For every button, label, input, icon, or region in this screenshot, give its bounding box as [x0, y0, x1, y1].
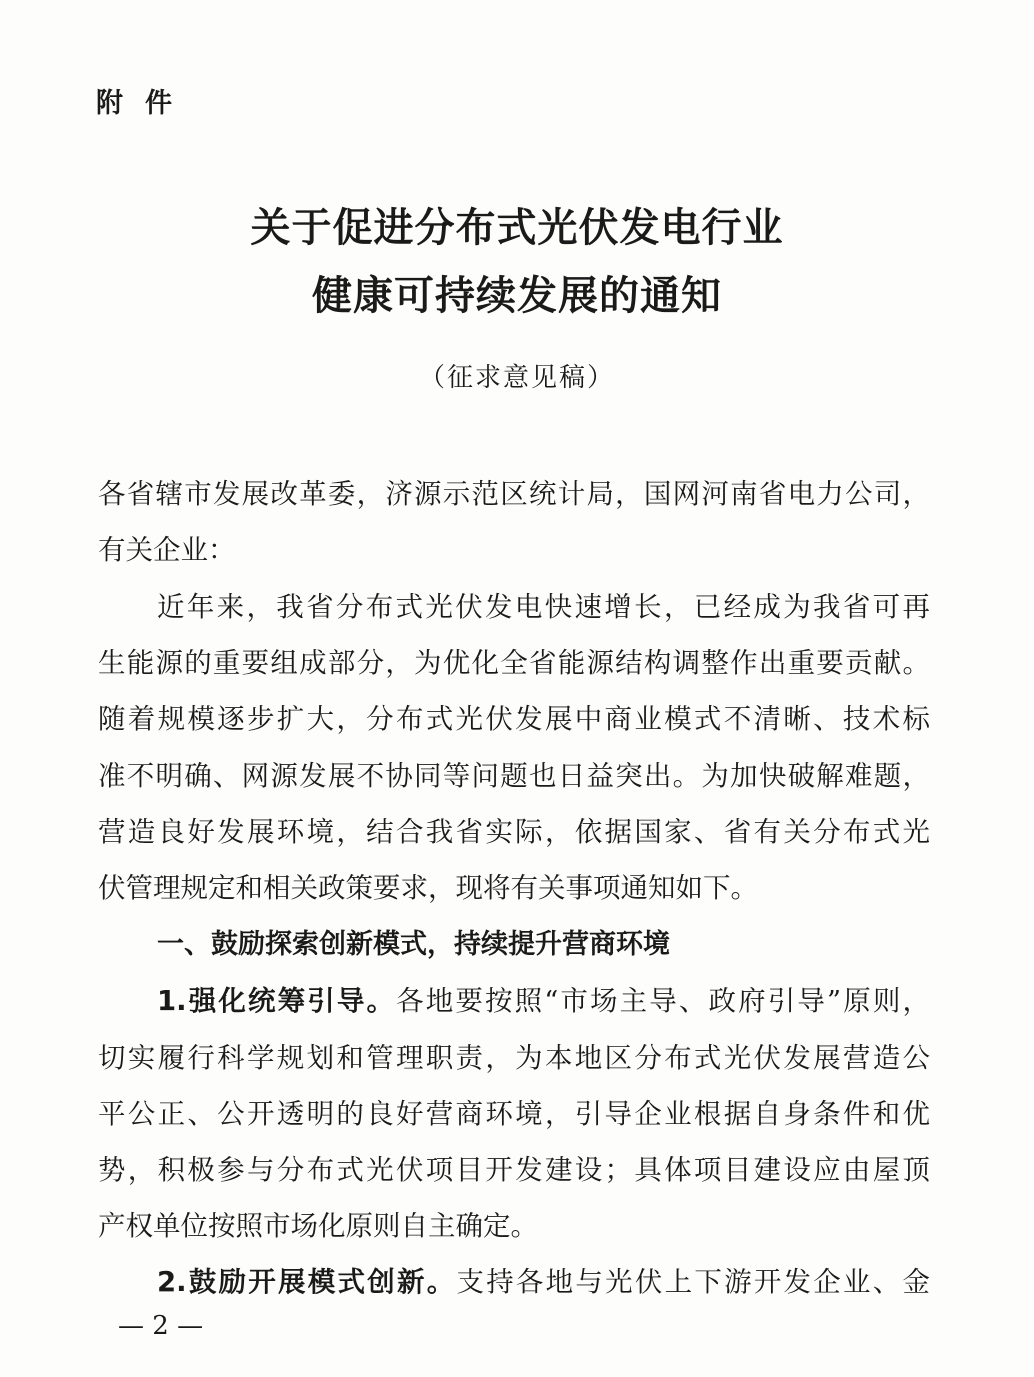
- intro-line-2: 生能源的重要组成部分，为优化全省能源结构调整作出重要贡献。: [98, 647, 930, 679]
- item-2-line-1: [157, 1262, 930, 1302]
- page-number: — 2 —: [118, 1311, 204, 1341]
- addressee-line-1: 各省辖市发展改革委，济源示范区统计局，国网河南省电力公司，: [98, 478, 930, 510]
- item-1-line-2: 切实履行科学规划和管理职责，为本地区分布式光伏发展营造公: [98, 1042, 930, 1074]
- item-1-line-1: [157, 981, 930, 1021]
- addressee-line-2: 有关企业：: [98, 534, 236, 566]
- item-1-line-5: 产权单位按照市场化原则自主确定。: [98, 1210, 538, 1242]
- draft-note: （征求意见稿）: [418, 363, 615, 393]
- section-1-heading: 一、鼓励探索创新模式，持续提升营商环境: [157, 929, 670, 960]
- intro-line-4: 准不明确、网源发展不协同等问题也日益突出。为加快破解难题，: [98, 760, 930, 792]
- item-1-title: 1.强化统筹引导。: [157, 985, 397, 1017]
- intro-line-3: 随着规模逐步扩大，分布式光伏发展中商业模式不清晰、技术标: [98, 703, 930, 735]
- attachment-label: 附件: [96, 88, 194, 119]
- item-1-line-3: 平公正、公开透明的良好营商环境，引导企业根据自身条件和优: [98, 1098, 930, 1130]
- document-title-line-2: 健康可持续发展的通知: [312, 273, 722, 319]
- document-title-line-1: 关于促进分布式光伏发电行业: [250, 205, 784, 251]
- item-1-line-1-text: 各地要按照“市场主导、政府引导”原则，: [396, 985, 930, 1017]
- item-2-line-1-text: 支持各地与光伏上下游开发企业、金: [456, 1266, 930, 1298]
- item-2-title: 2.鼓励开展模式创新。: [157, 1266, 457, 1298]
- intro-line-6: 伏管理规定和相关政策要求，现将有关事项通知如下。: [98, 872, 758, 904]
- intro-line-5: 营造良好发展环境，结合我省实际，依据国家、省有关分布式光: [98, 816, 930, 848]
- intro-line-1: 近年来，我省分布式光伏发电快速增长，已经成为我省可再: [157, 591, 930, 623]
- item-1-line-4: 势，积极参与分布式光伏项目开发建设；具体项目建设应由屋顶: [98, 1154, 930, 1186]
